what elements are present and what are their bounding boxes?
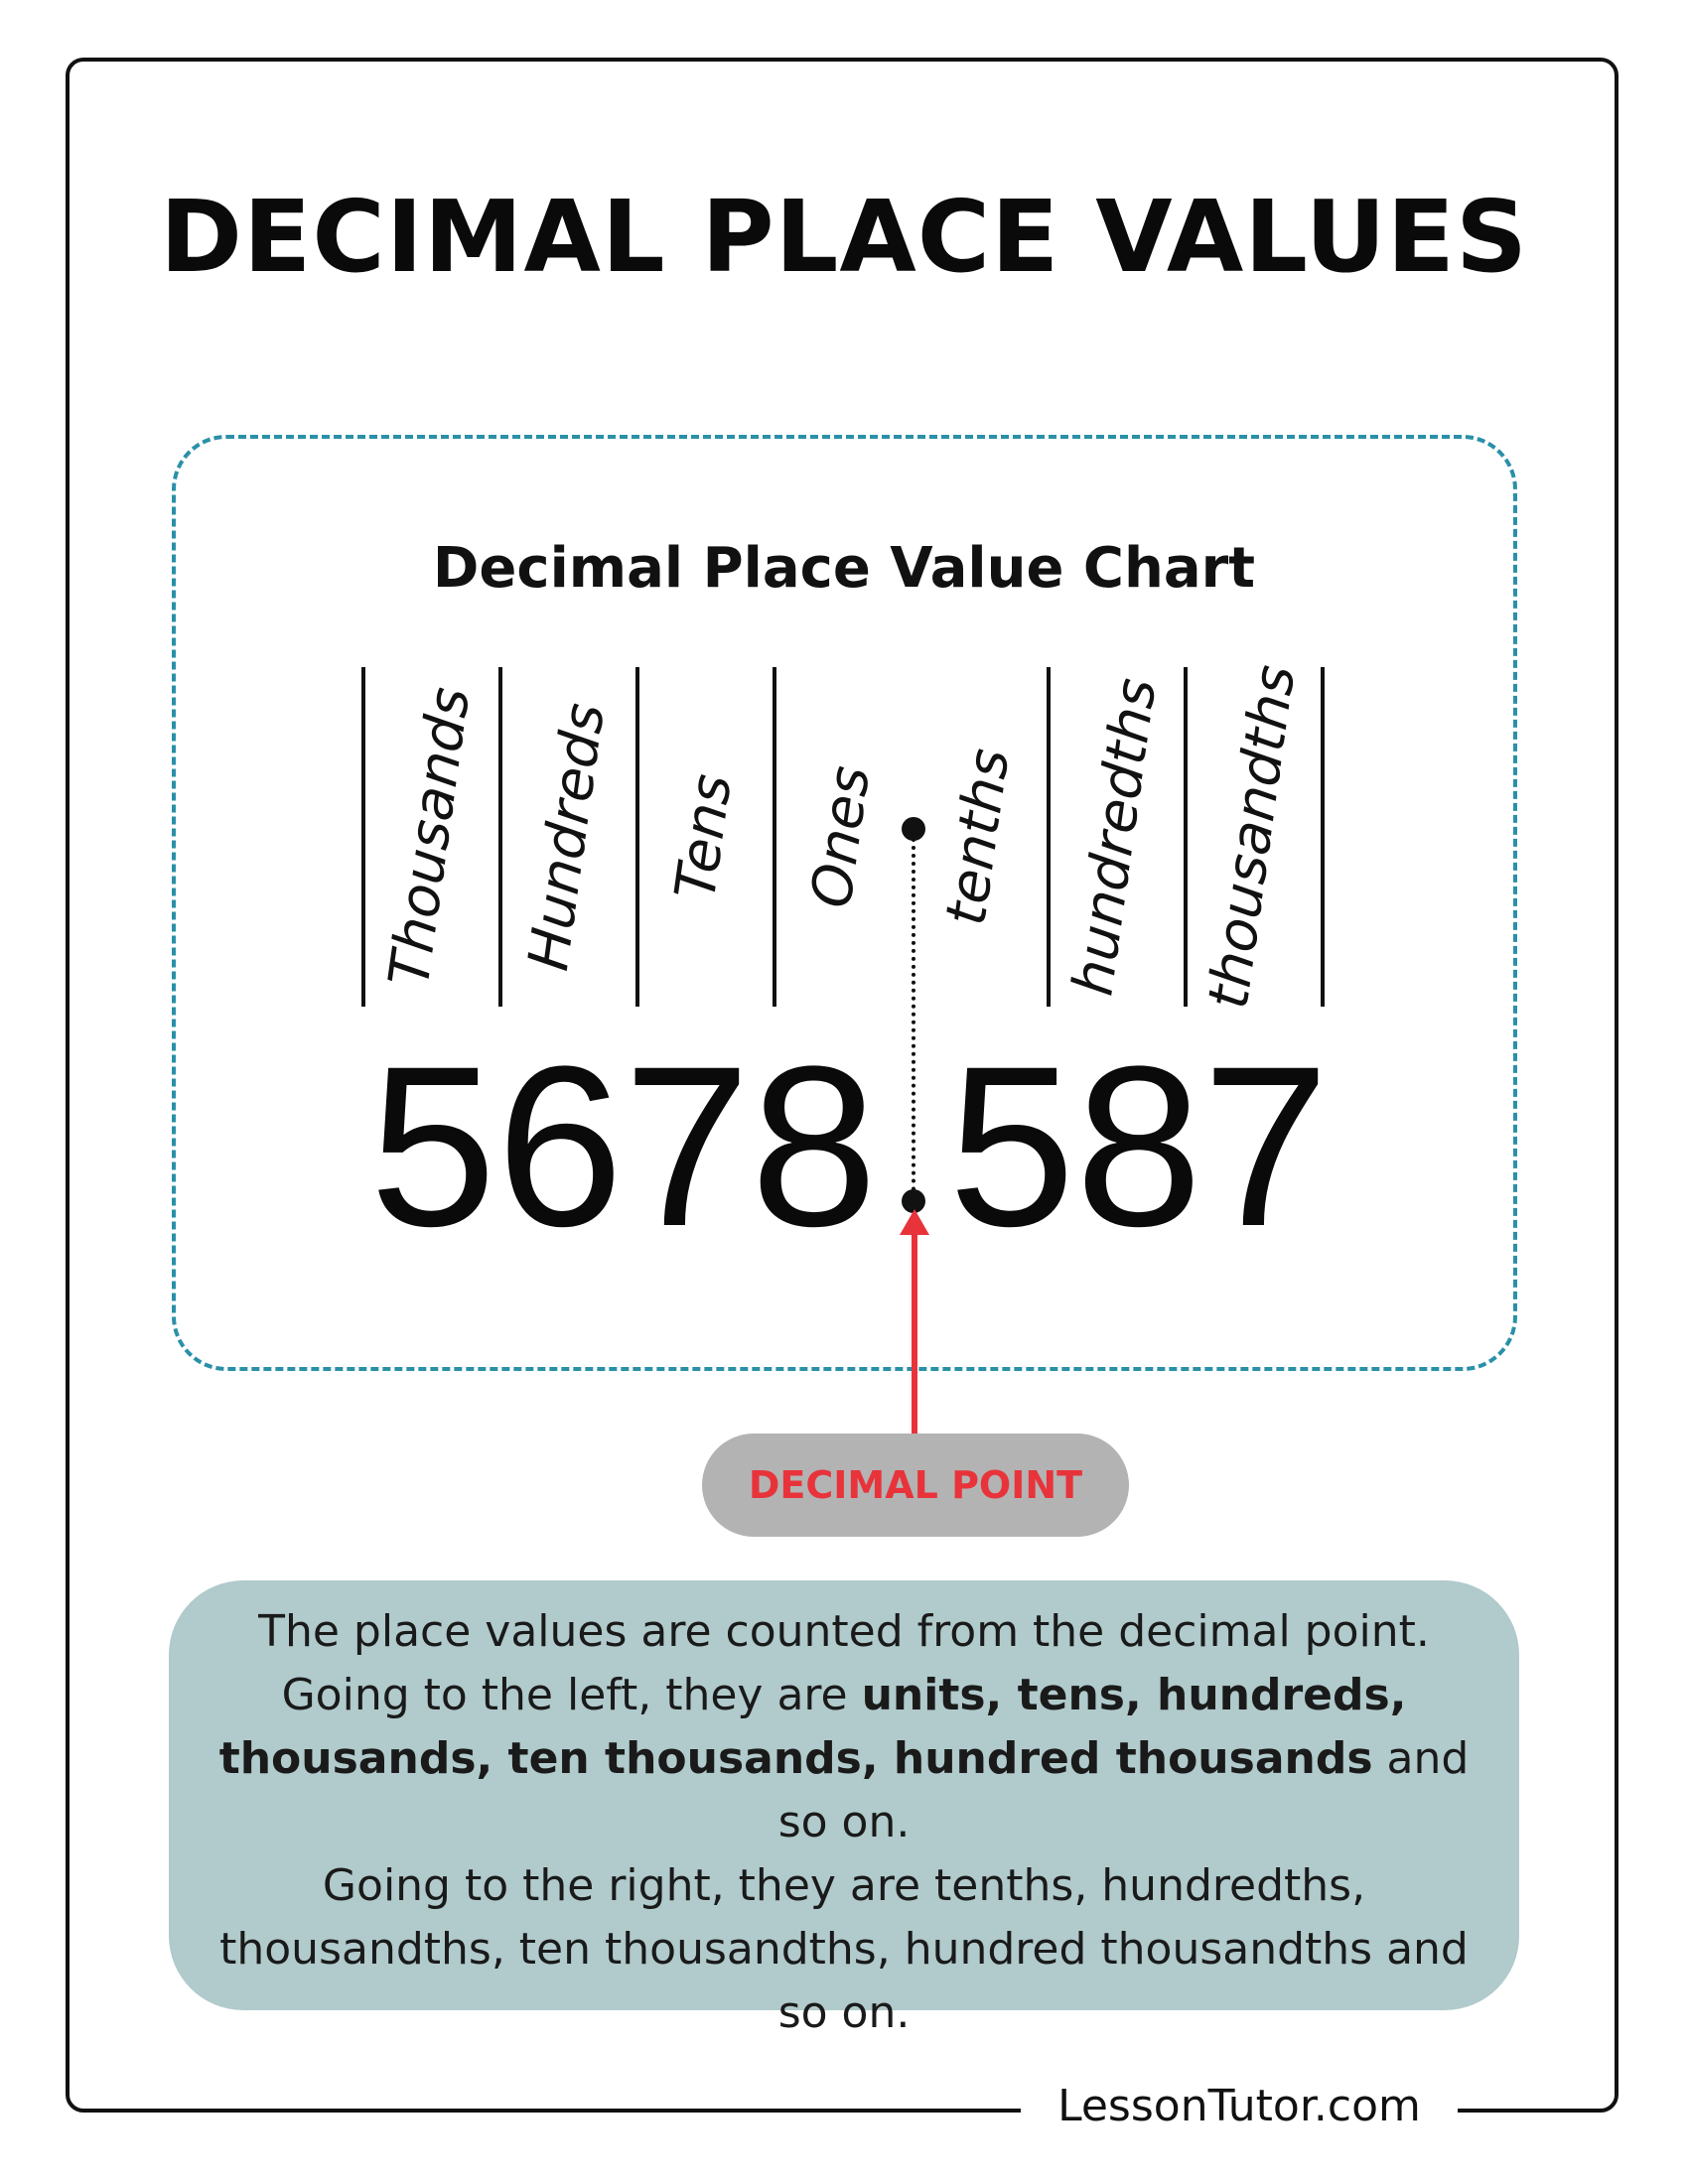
explanation-line: so on. (777, 1987, 911, 2038)
column-divider (1184, 667, 1188, 1007)
explanation-line: The place values are counted from the decimal point. (258, 1606, 1430, 1657)
footer-site-name: LessonTutor.com (1021, 2077, 1458, 2136)
column-divider (635, 667, 639, 1007)
column-divider (1047, 667, 1051, 1007)
page-title: DECIMAL PLACE VALUES (160, 179, 1528, 295)
explanation-line: thousandths, ten thousandths, hundred thousandths and (219, 1924, 1469, 1975)
decimal-point-callout: DECIMAL POINT (702, 1433, 1129, 1537)
explanation-box (169, 1580, 1519, 2038)
decimal-divider-line (912, 830, 915, 1207)
number-decimal-part: 587 (948, 1019, 1330, 1274)
column-divider (1321, 667, 1325, 1007)
column-divider (773, 667, 776, 1007)
decimal-divider-top-dot (902, 817, 925, 841)
arrow-up-icon (900, 1209, 929, 1235)
number-whole-part: 5678 (369, 1019, 878, 1274)
chart-title: Decimal Place Value Chart (432, 536, 1256, 601)
arrow-shaft (912, 1229, 917, 1434)
explanation-line: Going to the left, they are units, tens, hundreds, (281, 1670, 1407, 1720)
column-divider (498, 667, 502, 1007)
column-divider (361, 667, 365, 1007)
explanation-line: thousands, ten thousands, hundred thousands and so on. (218, 1733, 1470, 1847)
explanation-line: Going to the right, they are tenths, hundredths, (322, 1860, 1366, 1911)
